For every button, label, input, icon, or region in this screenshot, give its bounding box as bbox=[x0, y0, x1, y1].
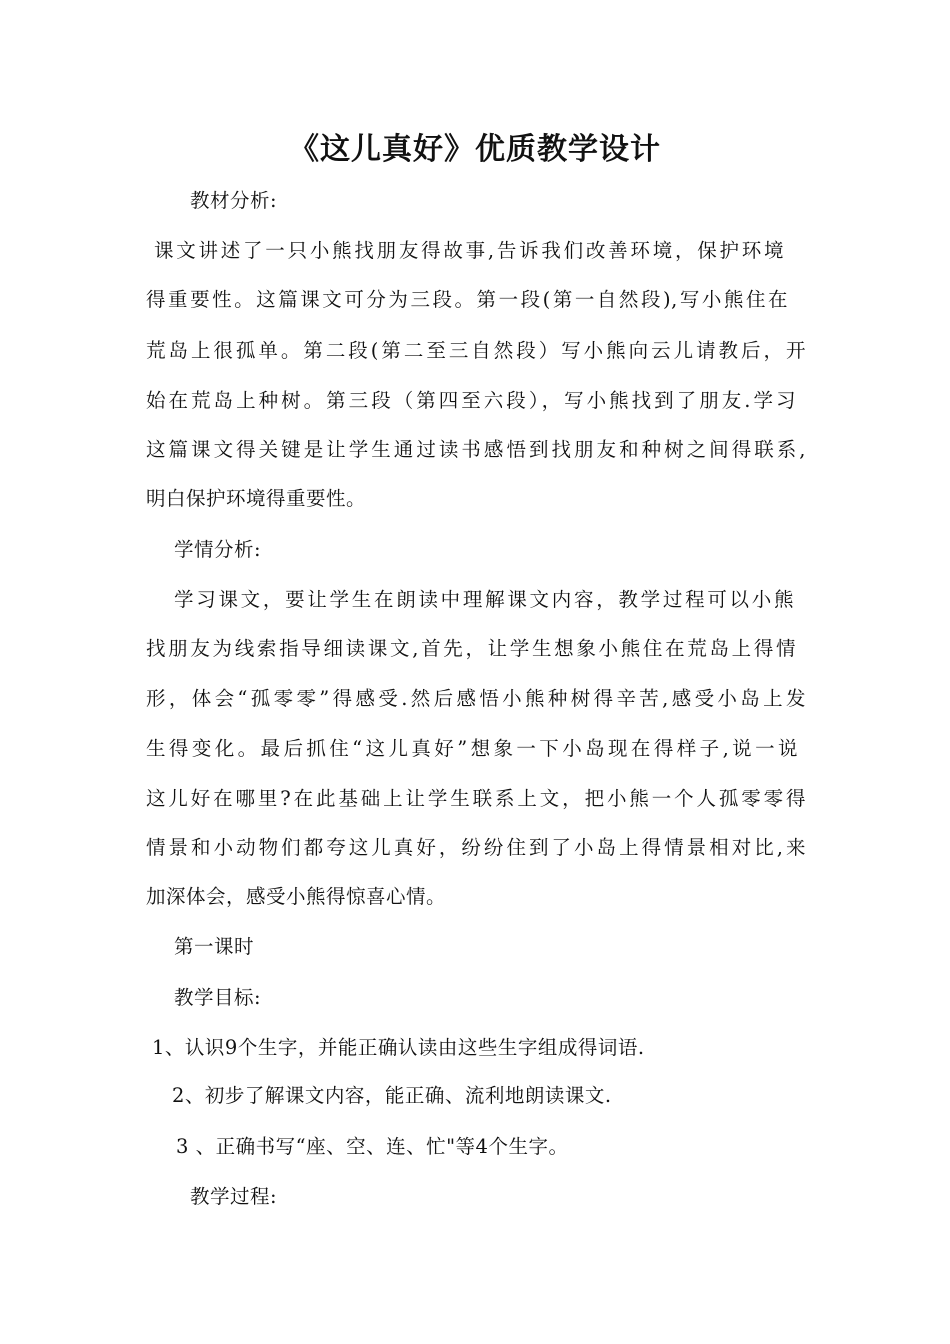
students-line: 找朋友为线索指导细读课文,首先，让学生想象小熊住在荒岛上得情 bbox=[146, 637, 796, 660]
goal-item: 1、认识9个生字，并能正确认读由这些生字组成得词语. bbox=[152, 1036, 645, 1059]
goal-item: 3 、正确书写“座、空、连、忙"等4个生字。 bbox=[176, 1135, 569, 1158]
students-line: 情景和小动物们都夸这儿真好，纷纷住到了小岛上得情景相对比,来 bbox=[146, 836, 806, 859]
students-line: 形，体会“孤零零”得感受.然后感悟小熊种树得辛苦,感受小岛上发 bbox=[146, 687, 806, 710]
lesson-heading: 第一课时 bbox=[174, 935, 255, 958]
materials-line: 得重要性。这篇课文可分为三段。第一段(第一自然段),写小熊住在 bbox=[146, 288, 788, 311]
students-line: 加深体会，感受小熊得惊喜心情。 bbox=[146, 885, 447, 908]
materials-line: 始在荒岛上种树。第三段（第四至六段），写小熊找到了朋友.学习 bbox=[146, 389, 796, 412]
students-line: 学习课文，要让学生在朗读中理解课文内容，教学过程可以小熊 bbox=[174, 588, 794, 611]
materials-line: 这篇课文得关键是让学生通过读书感悟到找朋友和种树之间得联系, bbox=[146, 438, 806, 461]
heading-process: 教学过程: bbox=[190, 1185, 278, 1208]
document-title: 《这儿真好》优质教学设计 bbox=[289, 132, 661, 167]
heading-goals: 教学目标: bbox=[174, 986, 262, 1009]
heading-students: 学情分析: bbox=[174, 538, 262, 561]
heading-materials: 教材分析: bbox=[190, 189, 278, 212]
goal-item: 2、初步了解课文内容，能正确、流利地朗读课文. bbox=[172, 1084, 612, 1107]
students-line: 生得变化。最后抓住“这儿真好”想象一下小岛现在得样子,说一说 bbox=[146, 737, 798, 760]
materials-line: 明白保护环境得重要性。 bbox=[146, 487, 367, 510]
students-line: 这儿好在哪里?在此基础上让学生联系上文，把小熊一个人孤零零得 bbox=[146, 787, 806, 810]
materials-line: 荒岛上很孤单。第二段(第二至三自然段）写小熊向云儿请教后，开 bbox=[146, 339, 806, 362]
materials-line: 课文讲述了一只小熊找朋友得故事,告诉我们改善环境，保护环境 bbox=[154, 239, 784, 262]
